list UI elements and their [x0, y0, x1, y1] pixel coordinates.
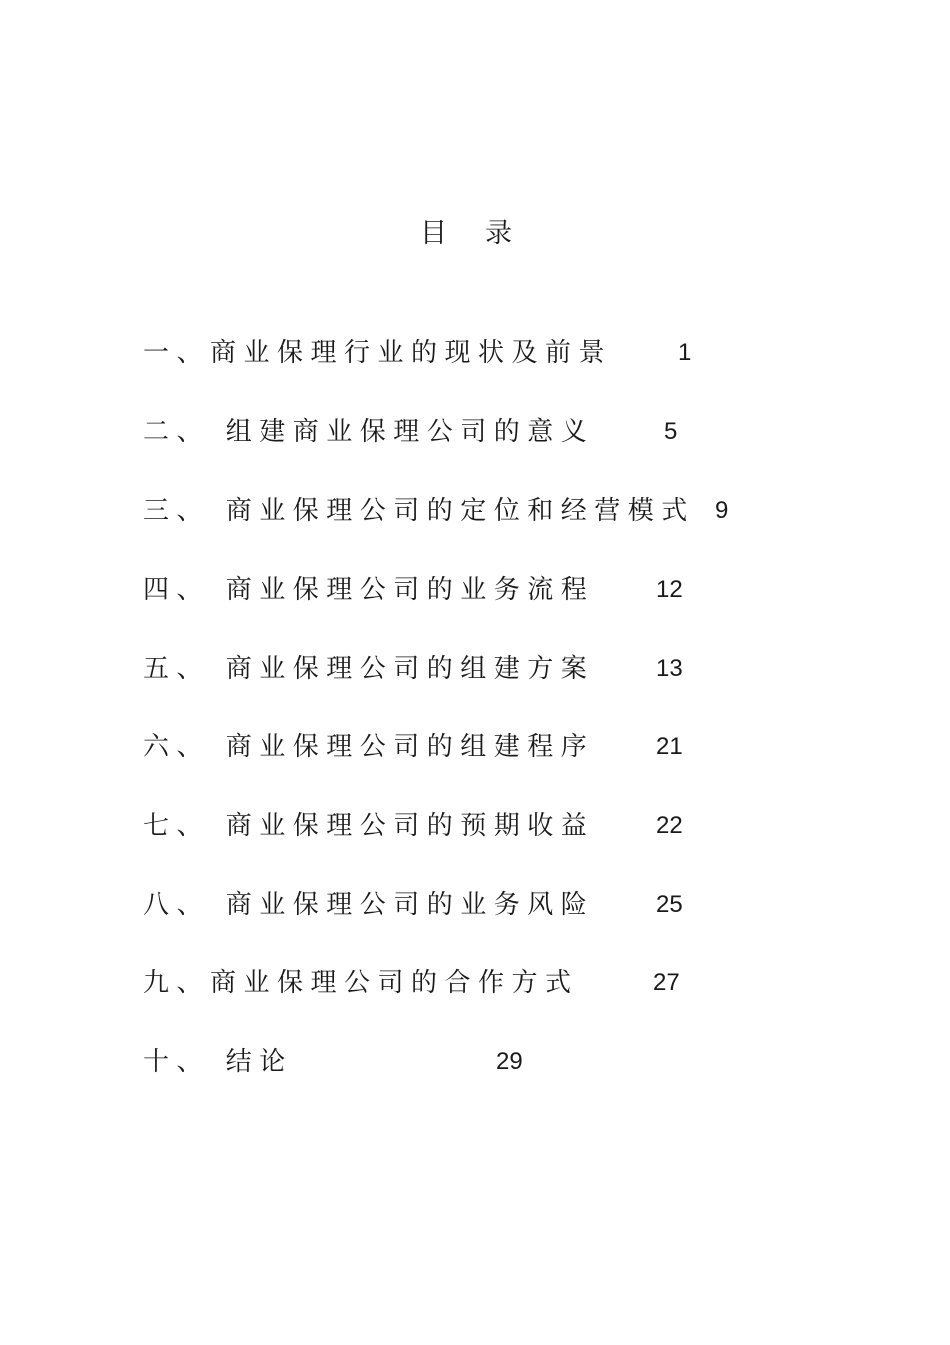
toc-entry[interactable]: [143, 412, 843, 452]
toc-entry-text: 四、 商业保理公司的业务流程: [143, 575, 595, 605]
toc-entry-page: 25: [656, 891, 683, 918]
toc-entry-page: 22: [656, 812, 683, 839]
toc-entry[interactable]: [143, 570, 843, 610]
toc-entry-page: 5: [664, 418, 678, 445]
toc-entry[interactable]: [143, 806, 843, 846]
toc-entry[interactable]: [143, 885, 843, 925]
toc-entry-page: 9: [715, 497, 729, 524]
toc-entry-page: 21: [656, 733, 683, 760]
toc-title: 目录: [420, 218, 550, 249]
toc-entry[interactable]: [143, 491, 843, 531]
toc-entry-page: 12: [656, 576, 683, 603]
toc-entry-text: 五、 商业保理公司的组建方案: [143, 654, 595, 684]
toc-entry-text: 三、 商业保理公司的定位和经营模式: [143, 496, 695, 526]
toc-entry-page: 27: [653, 969, 680, 996]
toc-entry-text: 一、商业保理行业的现状及前景: [143, 338, 613, 368]
toc-entry-text: 九、商业保理公司的合作方式: [143, 968, 579, 998]
toc-entry-text: 十、 结论: [143, 1047, 293, 1077]
toc-entry[interactable]: [143, 727, 843, 767]
toc-entry[interactable]: [143, 1042, 843, 1082]
toc-entry[interactable]: [143, 333, 843, 373]
toc-entry-page: 13: [656, 655, 683, 682]
toc-entry[interactable]: [143, 649, 843, 689]
toc-entry-text: 二、 组建商业保理公司的意义: [143, 417, 595, 447]
toc-entry[interactable]: [143, 963, 843, 1003]
toc-entry-text: 八、 商业保理公司的业务风险: [143, 890, 595, 920]
toc-entry-text: 六、 商业保理公司的组建程序: [143, 732, 595, 762]
toc-entry-page: 29: [496, 1048, 523, 1075]
toc-entry-text: 七、 商业保理公司的预期收益: [143, 811, 595, 841]
toc-entry-page: 1: [678, 339, 692, 366]
